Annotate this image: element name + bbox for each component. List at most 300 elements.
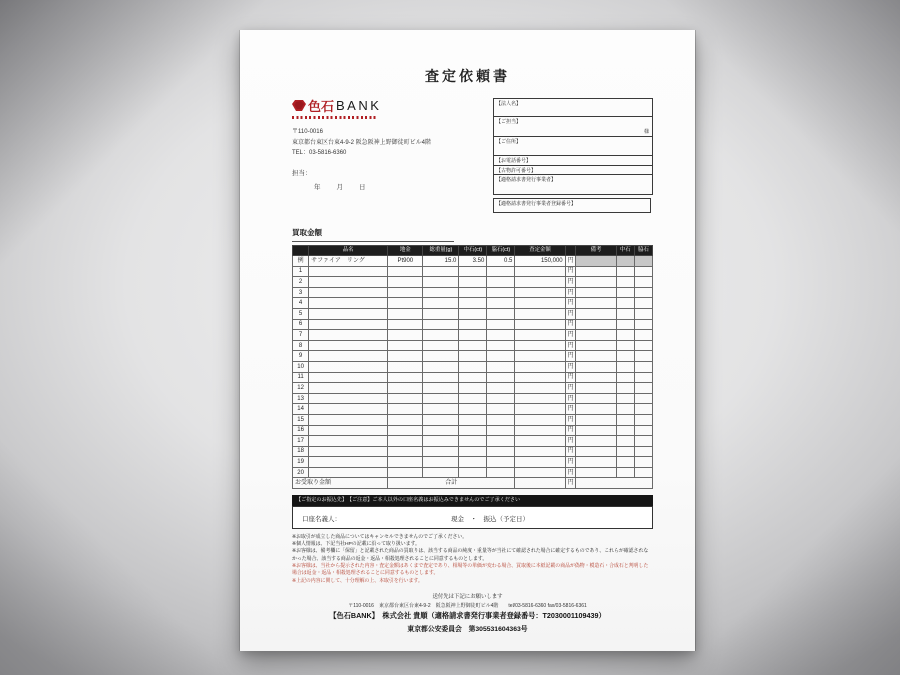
notes-section (292, 534, 653, 586)
footer-license-line: 東京都公安委員会 第305531604363号 (407, 626, 528, 634)
table-cell (388, 287, 423, 298)
table-cell (616, 457, 634, 468)
table-cell (576, 446, 616, 457)
note-item: ※個人情報は、下記当社HPの記載に沿って取り扱います。 (292, 542, 420, 548)
page-title: 査定依頼書 (425, 68, 510, 84)
table-cell: 8 (293, 340, 309, 351)
table-cell (487, 330, 515, 341)
total-row (293, 478, 653, 489)
table-cell: 2 (293, 277, 309, 288)
table-cell (459, 361, 487, 372)
table-cell: 円 (565, 361, 576, 372)
purchase-table-section (292, 245, 653, 585)
table-cell (309, 266, 388, 277)
table-cell (459, 277, 487, 288)
table-cell (616, 351, 634, 362)
company-address: 東京都台東区台東4-9-2 阪急阪神上野御徒町ビル4階 (292, 139, 432, 146)
table-cell: 15.0 (423, 256, 459, 267)
gem-icon (292, 100, 306, 112)
transfer-notice-bar: 【ご指定のお振込先】 【ご注意】ご本人以外の口座名義はお振込みできませんのでご了承ください (292, 495, 653, 506)
table-cell (459, 414, 487, 425)
table-cell (388, 340, 423, 351)
table-cell: 5 (293, 308, 309, 319)
example-row (293, 256, 653, 267)
table-cell (616, 361, 634, 372)
table-cell (309, 457, 388, 468)
footer-address-line: 〒110-0016 東京都台東区台東4-9-2 阪急阪神上野御徒町ビル4階 tel/03-5816-6360 fax/03-5816-6361 (348, 603, 587, 610)
table-cell: 円 (565, 298, 576, 309)
table-cell: 円 (565, 256, 576, 267)
table-cell (388, 404, 423, 415)
table-cell (309, 467, 388, 478)
table-cell (487, 277, 515, 288)
table-cell (515, 298, 565, 309)
logo (292, 96, 431, 115)
table-cell (309, 298, 388, 309)
table-cell (515, 351, 565, 362)
table-cell (487, 467, 515, 478)
table-cell (616, 266, 634, 277)
table-cell: 14 (293, 404, 309, 415)
table-cell (388, 277, 423, 288)
table-cell (616, 287, 634, 298)
table-cell (388, 298, 423, 309)
table-cell (423, 287, 459, 298)
table-cell (515, 414, 565, 425)
table-cell (459, 383, 487, 394)
table-row (293, 457, 653, 468)
table-cell (576, 319, 616, 330)
date-line: 年 月 日 (314, 183, 367, 191)
table-cell: 例 (293, 256, 309, 267)
table-cell (576, 393, 616, 404)
table-cell: 円 (565, 478, 576, 489)
field-invoice-reg-number: 【適格請求書発行事業者登録番号】 (493, 198, 651, 213)
table-cell (634, 446, 652, 457)
column-header: 中石 (616, 246, 634, 256)
table-cell (515, 330, 565, 341)
table-cell (388, 414, 423, 425)
table-cell (634, 340, 652, 351)
table-cell: 円 (565, 383, 576, 394)
table-cell: 円 (565, 425, 576, 436)
table-cell (459, 287, 487, 298)
table-cell (576, 361, 616, 372)
table-cell: 15 (293, 414, 309, 425)
table-cell: 円 (565, 277, 576, 288)
table-cell (487, 308, 515, 319)
table-row (293, 330, 653, 341)
table-cell (515, 446, 565, 457)
table-cell: 円 (565, 457, 576, 468)
logo-text-red: 色石 (308, 99, 335, 114)
table-cell (388, 330, 423, 341)
table-cell: 9 (293, 351, 309, 362)
table-row (293, 277, 653, 288)
table-cell (515, 372, 565, 383)
table-cell (487, 393, 515, 404)
table-row (293, 351, 653, 362)
logo-tagline (292, 116, 378, 119)
table-cell (634, 361, 652, 372)
table-row (293, 446, 653, 457)
table-row (293, 436, 653, 447)
table-cell (459, 351, 487, 362)
table-cell (487, 436, 515, 447)
table-cell (309, 404, 388, 415)
table-row (293, 340, 653, 351)
table-cell (423, 446, 459, 457)
table-cell (487, 287, 515, 298)
table-cell (515, 457, 565, 468)
table-cell (459, 340, 487, 351)
table-cell (634, 256, 652, 267)
table-cell (423, 436, 459, 447)
account-box (292, 506, 653, 529)
table-row (293, 308, 653, 319)
table-cell (634, 383, 652, 394)
column-header (293, 246, 309, 256)
table-cell (459, 457, 487, 468)
appraisal-form-paper (240, 30, 695, 651)
table-cell (487, 361, 515, 372)
table-cell (515, 436, 565, 447)
note-item: ※お取引が成立した商品についてはキャンセルできませんのでご了承ください。 (292, 534, 468, 540)
field-antique-license: 【古物許可番号】 (494, 166, 652, 175)
table-cell: 1 (293, 266, 309, 277)
table-cell (576, 277, 616, 288)
table-cell (423, 457, 459, 468)
table-cell: 円 (565, 372, 576, 383)
table-cell (576, 372, 616, 383)
table-cell (459, 298, 487, 309)
table-cell: 16 (293, 425, 309, 436)
table-cell (616, 256, 634, 267)
table-cell (616, 319, 634, 330)
table-cell (388, 446, 423, 457)
table-cell (388, 319, 423, 330)
table-cell (634, 287, 652, 298)
table-cell: Pt900 (388, 256, 423, 267)
table-row (293, 383, 653, 394)
table-cell: 円 (565, 404, 576, 415)
table-cell (423, 383, 459, 394)
company-address-block (292, 127, 431, 159)
footer-company-line: 【色石BANK】 株式会社 貴順（適格請求書発行事業者登録番号：T2030001109439） (329, 611, 606, 621)
table-cell: 合計 (388, 478, 515, 489)
note-item-red: ※上記の内容に関して、十分理解の上、本取引を行います。 (292, 578, 423, 584)
purchase-table (292, 245, 653, 489)
table-cell: 円 (565, 446, 576, 457)
table-cell (423, 308, 459, 319)
table-cell: 18 (293, 446, 309, 457)
table-cell (423, 340, 459, 351)
table-cell (459, 436, 487, 447)
table-cell (423, 277, 459, 288)
table-cell (576, 308, 616, 319)
table-cell (515, 425, 565, 436)
table-cell (309, 361, 388, 372)
table-cell (515, 404, 565, 415)
table-cell (616, 404, 634, 415)
table-cell (576, 436, 616, 447)
table-cell (576, 414, 616, 425)
table-cell: 150,000 (515, 256, 565, 267)
table-cell (576, 287, 616, 298)
table-cell (459, 308, 487, 319)
table-cell (634, 467, 652, 478)
table-cell (388, 457, 423, 468)
table-cell (616, 414, 634, 425)
column-header: 脇石(ct) (487, 246, 515, 256)
table-cell (423, 361, 459, 372)
table-cell: お受取り金額 (293, 478, 388, 489)
table-cell (423, 414, 459, 425)
table-cell (309, 414, 388, 425)
payment-options-label: 現金 ・ 振込（予定日） (450, 515, 529, 523)
table-cell (576, 478, 653, 489)
field-corporate-name: 【法人名】 (494, 99, 652, 117)
table-cell (388, 467, 423, 478)
table-cell (576, 404, 616, 415)
table-cell: 3.50 (459, 256, 487, 267)
table-row (293, 467, 653, 478)
table-cell (309, 393, 388, 404)
table-cell (309, 425, 388, 436)
table-cell (616, 340, 634, 351)
table-cell (423, 330, 459, 341)
table-cell (576, 340, 616, 351)
table-cell (616, 277, 634, 288)
table-cell (459, 446, 487, 457)
table-cell: 4 (293, 298, 309, 309)
table-cell (576, 351, 616, 362)
table-cell (634, 351, 652, 362)
table-cell (616, 446, 634, 457)
table-cell (576, 383, 616, 394)
table-cell (515, 308, 565, 319)
table-cell (634, 372, 652, 383)
table-cell (487, 266, 515, 277)
table-cell: 11 (293, 372, 309, 383)
table-cell (459, 330, 487, 341)
table-cell (388, 351, 423, 362)
table-cell (487, 319, 515, 330)
table-cell (459, 372, 487, 383)
table-row (293, 425, 653, 436)
table-cell (487, 351, 515, 362)
table-cell (487, 446, 515, 457)
section-heading-purchase-amount: 買取金額 (292, 227, 454, 242)
table-cell: 19 (293, 457, 309, 468)
table-cell (616, 372, 634, 383)
table-cell (388, 383, 423, 394)
logo-text-black: BANK (336, 98, 382, 113)
table-cell (515, 383, 565, 394)
table-cell (487, 298, 515, 309)
table-cell (515, 467, 565, 478)
table-cell (423, 393, 459, 404)
staff-label: 担当： (292, 169, 312, 177)
table-cell (634, 436, 652, 447)
field-contact-person-label: 【ご担当】 (496, 119, 522, 125)
table-cell (616, 467, 634, 478)
field-address: 【ご住所】 (494, 137, 652, 156)
table-cell (487, 372, 515, 383)
table-cell (423, 266, 459, 277)
table-cell: 円 (565, 436, 576, 447)
table-row (293, 266, 653, 277)
table-cell (309, 330, 388, 341)
table-cell (309, 308, 388, 319)
table-cell (423, 319, 459, 330)
column-header (565, 246, 576, 256)
table-cell (459, 319, 487, 330)
table-cell (515, 277, 565, 288)
table-cell: 円 (565, 351, 576, 362)
note-item: ※お客様は、備考欄に「保留」と記載された商品の買取りは、該当する商品の純度・重量等が当社にて確認された場合に確定するものであり、これらが確認されなかった場合、該当する商品の返金・返品・相殺処理されることに同意するものとします。 (292, 549, 649, 562)
table-cell: 円 (565, 319, 576, 330)
table-cell (515, 478, 565, 489)
table-cell (515, 287, 565, 298)
table-cell (616, 436, 634, 447)
table-cell (576, 467, 616, 478)
table-cell: 円 (565, 308, 576, 319)
table-cell: 円 (565, 393, 576, 404)
column-header: 備考 (576, 246, 616, 256)
table-cell (634, 298, 652, 309)
table-cell: 0.5 (487, 256, 515, 267)
table-cell (634, 414, 652, 425)
table-cell: 20 (293, 467, 309, 478)
table-cell (515, 266, 565, 277)
table-cell (388, 372, 423, 383)
table-cell (459, 425, 487, 436)
table-cell (576, 457, 616, 468)
table-cell (423, 467, 459, 478)
table-cell (576, 425, 616, 436)
table-cell (576, 330, 616, 341)
table-cell (487, 340, 515, 351)
field-invoice-issuer: 【適格請求書発行事業者】 (496, 177, 557, 183)
honorific-label: 様 (643, 129, 649, 135)
table-row (293, 393, 653, 404)
table-cell (616, 425, 634, 436)
table-cell: 17 (293, 436, 309, 447)
table-cell (487, 425, 515, 436)
company-postal: 〒110-0016 (292, 129, 323, 135)
table-cell (388, 425, 423, 436)
table-row (293, 361, 653, 372)
table-cell (634, 457, 652, 468)
table-cell: 12 (293, 383, 309, 394)
table-cell (487, 414, 515, 425)
table-cell (309, 351, 388, 362)
table-cell (423, 351, 459, 362)
table-cell (309, 383, 388, 394)
table-cell (309, 436, 388, 447)
table-cell (388, 266, 423, 277)
table-cell (388, 436, 423, 447)
table-cell (309, 319, 388, 330)
table-cell: 10 (293, 361, 309, 372)
table-cell (423, 425, 459, 436)
table-cell (459, 393, 487, 404)
table-cell (309, 340, 388, 351)
table-row (293, 319, 653, 330)
table-cell (634, 319, 652, 330)
table-cell: 円 (565, 266, 576, 277)
table-cell (616, 393, 634, 404)
field-contact-person (494, 117, 652, 137)
table-cell: 円 (565, 414, 576, 425)
table-cell (634, 308, 652, 319)
table-cell (388, 308, 423, 319)
table-cell (634, 404, 652, 415)
table-cell: 3 (293, 287, 309, 298)
table-cell (634, 425, 652, 436)
table-cell: 6 (293, 319, 309, 330)
table-cell (634, 393, 652, 404)
table-row (293, 414, 653, 425)
table-cell (487, 404, 515, 415)
table-cell: 13 (293, 393, 309, 404)
table-cell (515, 340, 565, 351)
column-header: 地金 (388, 246, 423, 256)
table-cell (576, 256, 616, 267)
table-cell (423, 372, 459, 383)
table-cell (634, 330, 652, 341)
table-cell (459, 266, 487, 277)
table-cell (309, 277, 388, 288)
table-cell (388, 361, 423, 372)
table-cell: 7 (293, 330, 309, 341)
footer-section (240, 592, 695, 633)
table-cell (515, 393, 565, 404)
table-cell: 円 (565, 467, 576, 478)
table-cell (423, 404, 459, 415)
table-cell (576, 266, 616, 277)
table-cell (459, 467, 487, 478)
table-cell: 円 (565, 330, 576, 341)
header-section (292, 96, 653, 213)
table-row (293, 298, 653, 309)
table-cell (309, 446, 388, 457)
note-item-red: ※お客様は、当社から提示された内容・査定金額はあくまで査定であり、相場等の単価が変わる場合、買取後に本紙記載の商品が偽物・模造石・合成石と判明した場合は返金・返品・相殺処理されることに同意するものとします。 (292, 564, 649, 577)
company-tel: TEL：03-5816-6360 (292, 150, 347, 156)
table-cell (423, 298, 459, 309)
account-holder-label: 口座名義人： (302, 515, 341, 523)
table-row (293, 372, 653, 383)
table-cell (576, 298, 616, 309)
table-cell (616, 308, 634, 319)
table-cell (515, 319, 565, 330)
table-cell: 円 (565, 287, 576, 298)
table-cell (515, 361, 565, 372)
column-header: 総重量(g) (423, 246, 459, 256)
table-cell (487, 383, 515, 394)
table-cell (616, 298, 634, 309)
table-cell (616, 330, 634, 341)
table-row (293, 287, 653, 298)
table-cell (309, 372, 388, 383)
table-cell (634, 277, 652, 288)
column-header: 脇石 (634, 246, 652, 256)
table-row (293, 404, 653, 415)
table-cell (459, 404, 487, 415)
column-header: 査定金額 (515, 246, 565, 256)
table-header-row (293, 246, 653, 256)
